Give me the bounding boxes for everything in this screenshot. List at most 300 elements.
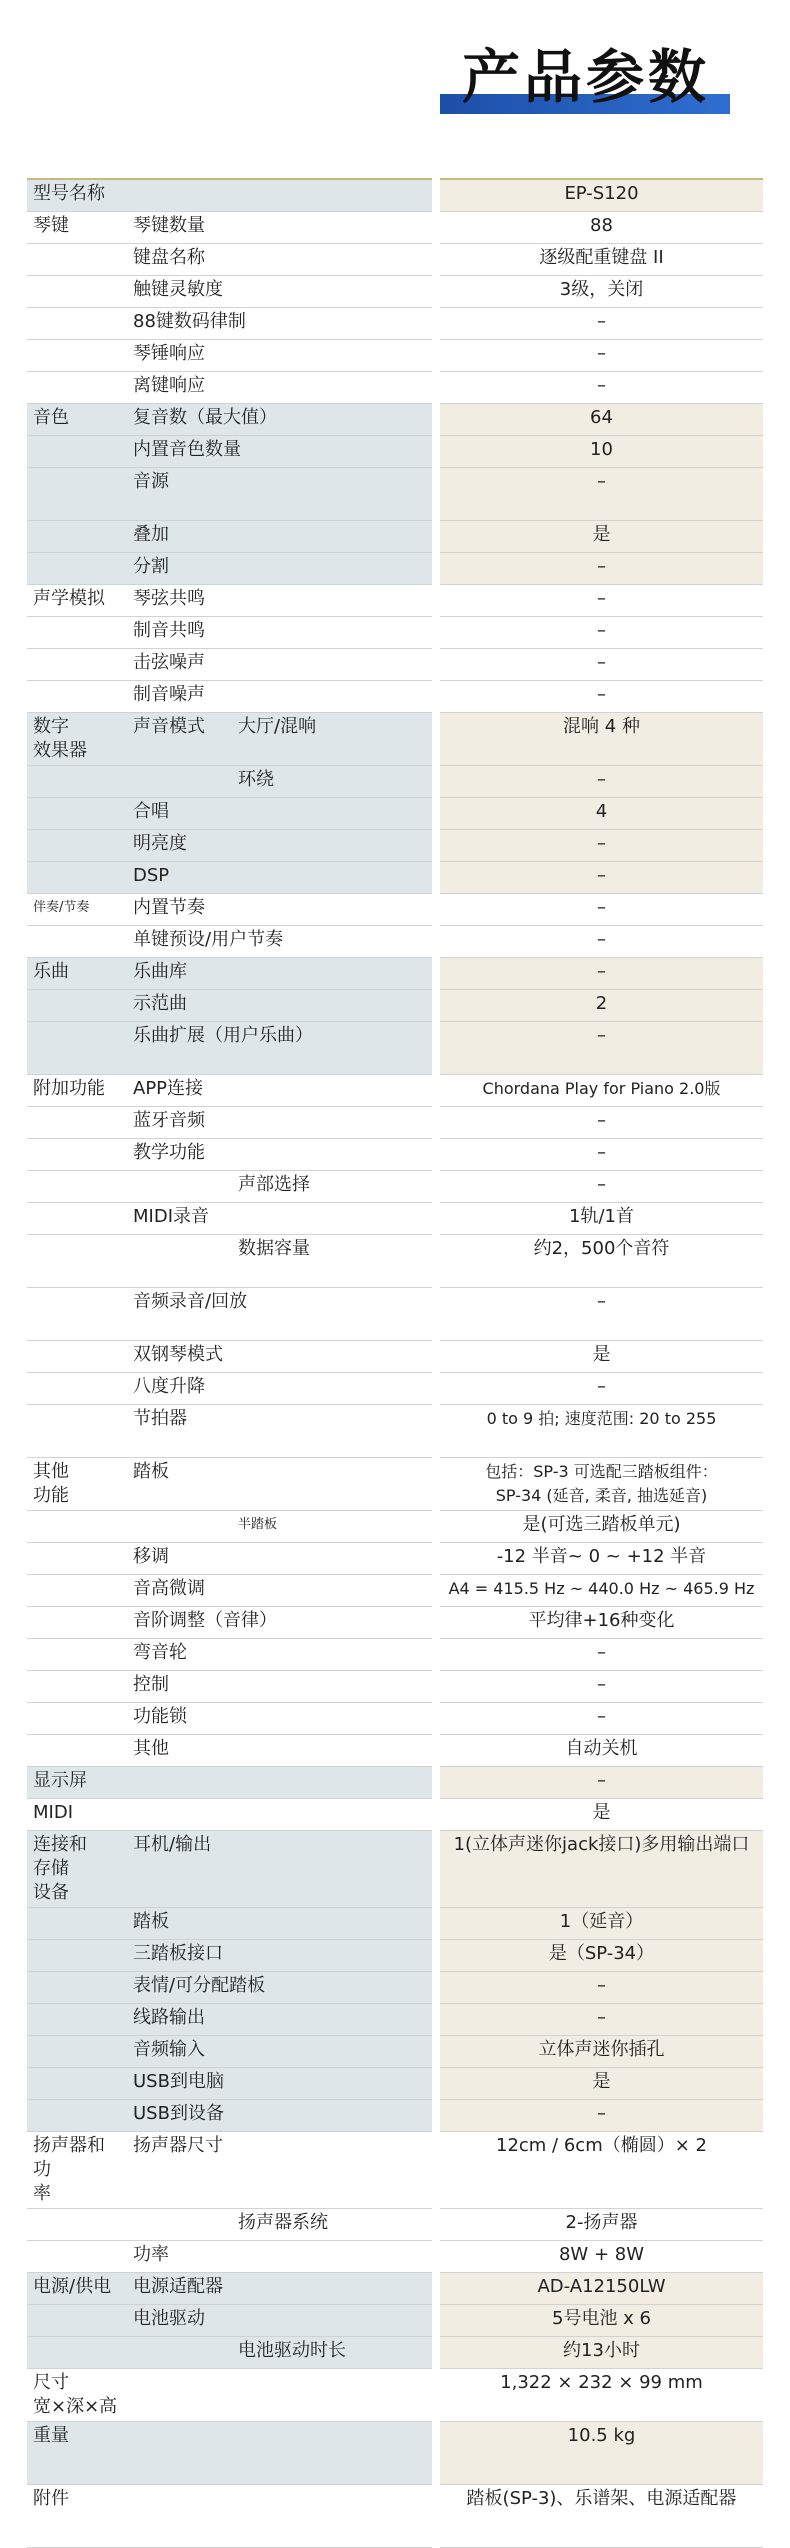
spec-row [27, 212, 763, 244]
spec-value: 踏板(SP-3)、乐谱架、电源适配器 [440, 2485, 763, 2548]
spec-value: – [440, 468, 763, 521]
column-gap [432, 2305, 440, 2337]
spec-row [27, 521, 763, 553]
spec-row [27, 617, 763, 649]
column-gap [432, 1022, 440, 1075]
spec-row [27, 244, 763, 276]
spec-item: 踏板 [127, 1458, 432, 1511]
spec-row [27, 1972, 763, 2004]
spec-row [27, 1022, 763, 1075]
spec-row [27, 1139, 763, 1171]
spec-row [27, 1831, 763, 1908]
spec-value: – [440, 340, 763, 372]
spec-item [127, 1767, 432, 1799]
spec-row [27, 766, 763, 798]
spec-value: 64 [440, 404, 763, 436]
spec-item [127, 2369, 432, 2422]
spec-category [27, 681, 127, 713]
spec-category [27, 2004, 127, 2036]
column-gap [432, 2241, 440, 2273]
spec-category [27, 2241, 127, 2273]
spec-value: – [440, 372, 763, 404]
spec-category [27, 1203, 127, 1235]
spec-item: 音源 [127, 468, 432, 521]
spec-item: 电池驱动 [127, 2305, 432, 2337]
spec-category [27, 1735, 127, 1767]
column-gap [432, 2004, 440, 2036]
column-gap [432, 1639, 440, 1671]
page-title-block [440, 40, 730, 114]
spec-value: – [440, 308, 763, 340]
column-gap [432, 926, 440, 958]
spec-item [127, 1235, 232, 1288]
column-gap [432, 1735, 440, 1767]
spec-row [27, 798, 763, 830]
spec-category: 附件 [27, 2485, 127, 2548]
column-gap [432, 372, 440, 404]
spec-row [27, 1607, 763, 1639]
spec-item [127, 1511, 232, 1543]
spec-row [27, 179, 763, 212]
column-gap [432, 990, 440, 1022]
spec-value: – [440, 1139, 763, 1171]
spec-category [27, 1107, 127, 1139]
spec-category: 附加功能 [27, 1075, 127, 1107]
spec-row [27, 926, 763, 958]
spec-row [27, 340, 763, 372]
spec-item: 节拍器 [127, 1405, 432, 1458]
spec-value: A4 = 415.5 Hz ~ 440.0 Hz ~ 465.9 Hz [440, 1575, 763, 1607]
spec-item: 琴锤响应 [127, 340, 432, 372]
spec-value: – [440, 1288, 763, 1341]
spec-row [27, 585, 763, 617]
spec-row [27, 2209, 763, 2241]
spec-value: 是 [440, 1799, 763, 1831]
spec-row [27, 649, 763, 681]
spec-value: AD-A12150LW [440, 2273, 763, 2305]
spec-category [27, 1908, 127, 1940]
spec-value: 是 [440, 2068, 763, 2100]
spec-item: 移调 [127, 1543, 432, 1575]
column-gap [432, 1940, 440, 1972]
column-gap [432, 553, 440, 585]
spec-subitem: 电池驱动时长 [232, 2337, 432, 2369]
spec-value: 是（SP-34） [440, 1940, 763, 1972]
spec-item: DSP [127, 862, 432, 894]
spec-category [27, 617, 127, 649]
spec-item [127, 2422, 432, 2485]
spec-item: 线路输出 [127, 2004, 432, 2036]
spec-category [27, 436, 127, 468]
column-gap [432, 2422, 440, 2485]
spec-item: 离键响应 [127, 372, 432, 404]
spec-row [27, 2305, 763, 2337]
spec-value: 是 [440, 521, 763, 553]
column-gap [432, 585, 440, 617]
spec-category: 连接和 存储 设备 [27, 1831, 127, 1908]
spec-category [27, 276, 127, 308]
spec-row [27, 1639, 763, 1671]
spec-row [27, 2241, 763, 2273]
spec-item: 乐曲库 [127, 958, 432, 990]
spec-row [27, 276, 763, 308]
spec-value: – [440, 862, 763, 894]
column-gap [432, 1107, 440, 1139]
spec-value: – [440, 1107, 763, 1139]
column-gap [432, 1075, 440, 1107]
column-gap [432, 179, 440, 212]
spec-category [27, 798, 127, 830]
spec-category [27, 1022, 127, 1075]
spec-item: 触键灵敏度 [127, 276, 432, 308]
column-gap [432, 1671, 440, 1703]
column-gap [432, 1373, 440, 1405]
spec-value: – [440, 830, 763, 862]
spec-value: – [440, 1972, 763, 2004]
spec-value: 立体声迷你插孔 [440, 2036, 763, 2068]
spec-value: 包括：SP-3 可选配三踏板组件： SP-34 (延音, 柔音, 抽选延音) [440, 1458, 763, 1511]
column-gap [432, 244, 440, 276]
spec-category [27, 1511, 127, 1543]
column-gap [432, 2209, 440, 2241]
spec-value: -12 半音~ 0 ~ +12 半音 [440, 1543, 763, 1575]
spec-row [27, 404, 763, 436]
column-gap [432, 1405, 440, 1458]
spec-item: 击弦噪声 [127, 649, 432, 681]
spec-category [27, 830, 127, 862]
spec-row [27, 1767, 763, 1799]
spec-value: 2 [440, 990, 763, 1022]
spec-category: 重量 [27, 2422, 127, 2485]
spec-value: – [440, 1171, 763, 1203]
spec-value: – [440, 958, 763, 990]
spec-category [27, 1671, 127, 1703]
column-gap [432, 681, 440, 713]
column-gap [432, 2036, 440, 2068]
spec-value: – [440, 1703, 763, 1735]
spec-row [27, 1203, 763, 1235]
spec-item: 单键预设/用户节奏 [127, 926, 432, 958]
spec-subitem: 环绕 [232, 766, 432, 798]
column-gap [432, 308, 440, 340]
spec-item: 表情/可分配踏板 [127, 1972, 432, 2004]
spec-category: MIDI [27, 1799, 127, 1831]
spec-item: 内置音色数量 [127, 436, 432, 468]
spec-value: 是(可选三踏板单元) [440, 1511, 763, 1543]
spec-subitem: 扬声器系统 [232, 2209, 432, 2241]
column-gap [432, 2337, 440, 2369]
spec-value: – [440, 1767, 763, 1799]
spec-item: 功能锁 [127, 1703, 432, 1735]
spec-category [27, 862, 127, 894]
column-gap [432, 2485, 440, 2548]
spec-value: – [440, 894, 763, 926]
spec-row [27, 2068, 763, 2100]
column-gap [432, 894, 440, 926]
column-gap [432, 1703, 440, 1735]
spec-category [27, 926, 127, 958]
spec-item: 控制 [127, 1671, 432, 1703]
spec-value: 平均律+16种变化 [440, 1607, 763, 1639]
spec-category: 数字 效果器 [27, 713, 127, 766]
spec-value: 1(立体声迷你jack接口)多用输出端口 [440, 1831, 763, 1908]
spec-value: – [440, 585, 763, 617]
spec-category [27, 2337, 127, 2369]
spec-category [27, 521, 127, 553]
spec-row [27, 681, 763, 713]
spec-item: 复音数（最大值） [127, 404, 432, 436]
spec-value: 1（延音） [440, 1908, 763, 1940]
spec-value: 4 [440, 798, 763, 830]
column-gap [432, 1543, 440, 1575]
spec-row [27, 862, 763, 894]
spec-category: 电源/供电 [27, 2273, 127, 2305]
spec-category [27, 1405, 127, 1458]
spec-row [27, 1940, 763, 1972]
spec-item: 乐曲扩展（用户乐曲） [127, 1022, 432, 1075]
spec-value: 8W + 8W [440, 2241, 763, 2273]
spec-category: 乐曲 [27, 958, 127, 990]
column-gap [432, 1575, 440, 1607]
spec-value: 10 [440, 436, 763, 468]
spec-subitem: 半踏板 [232, 1511, 432, 1543]
spec-row [27, 1799, 763, 1831]
spec-item: APP连接 [127, 1075, 432, 1107]
column-gap [432, 2369, 440, 2422]
spec-category: 扬声器和功 率 [27, 2132, 127, 2209]
spec-row [27, 308, 763, 340]
spec-item: 电源适配器 [127, 2273, 432, 2305]
spec-row [27, 1373, 763, 1405]
spec-item: USB到设备 [127, 2100, 432, 2132]
spec-item: 其他 [127, 1735, 432, 1767]
spec-value: – [440, 617, 763, 649]
spec-item: 音频输入 [127, 2036, 432, 2068]
spec-value: – [440, 1671, 763, 1703]
column-gap [432, 1607, 440, 1639]
spec-subitem: 数据容量 [232, 1235, 432, 1288]
spec-row [27, 1671, 763, 1703]
page-title: 产品参数 [462, 43, 711, 111]
spec-item: 音频录音/回放 [127, 1288, 432, 1341]
spec-row [27, 713, 763, 766]
spec-category [27, 1703, 127, 1735]
column-gap [432, 862, 440, 894]
spec-item: 分割 [127, 553, 432, 585]
spec-item [127, 2485, 432, 2548]
spec-value: 5号电池 x 6 [440, 2305, 763, 2337]
spec-row [27, 372, 763, 404]
spec-category [27, 1341, 127, 1373]
spec-row [27, 1703, 763, 1735]
column-gap [432, 1341, 440, 1373]
spec-table [27, 178, 763, 2548]
column-gap [432, 1799, 440, 1831]
spec-value: 0 to 9 拍; 速度范围: 20 to 255 [440, 1405, 763, 1458]
column-gap [432, 2132, 440, 2209]
spec-category [27, 1940, 127, 1972]
spec-row [27, 2369, 763, 2422]
spec-category [27, 1373, 127, 1405]
spec-item: 音阶调整（音律） [127, 1607, 432, 1639]
spec-item [127, 2209, 232, 2241]
spec-category [27, 2036, 127, 2068]
spec-row [27, 553, 763, 585]
spec-row [27, 1543, 763, 1575]
spec-category [27, 1171, 127, 1203]
spec-row [27, 2004, 763, 2036]
spec-item [127, 1171, 232, 1203]
spec-category: 显示屏 [27, 1767, 127, 1799]
column-gap [432, 766, 440, 798]
spec-value: – [440, 2100, 763, 2132]
column-gap [432, 521, 440, 553]
spec-category: 伴奏/节奏 [27, 894, 127, 926]
spec-category [27, 1543, 127, 1575]
column-gap [432, 713, 440, 766]
spec-item: 制音噪声 [127, 681, 432, 713]
spec-row [27, 436, 763, 468]
column-gap [432, 1767, 440, 1799]
spec-category [27, 1639, 127, 1671]
spec-item [127, 1799, 432, 1831]
spec-row [27, 1735, 763, 1767]
spec-item: 扬声器尺寸 [127, 2132, 432, 2209]
spec-row [27, 468, 763, 521]
spec-category [27, 340, 127, 372]
spec-value: – [440, 926, 763, 958]
spec-subitem: 大厅/混响 [232, 713, 432, 766]
spec-item: 合唱 [127, 798, 432, 830]
spec-value: 2-扬声器 [440, 2209, 763, 2241]
spec-value: – [440, 1639, 763, 1671]
spec-row [27, 1171, 763, 1203]
column-gap [432, 1972, 440, 2004]
spec-category [27, 308, 127, 340]
spec-item: 明亮度 [127, 830, 432, 862]
spec-row [27, 958, 763, 990]
spec-row [27, 1511, 763, 1543]
spec-category [27, 2209, 127, 2241]
spec-value: 约13小时 [440, 2337, 763, 2369]
column-gap [432, 1171, 440, 1203]
spec-category [27, 766, 127, 798]
spec-category [27, 990, 127, 1022]
column-gap [432, 617, 440, 649]
spec-item: 教学功能 [127, 1139, 432, 1171]
column-gap [432, 1831, 440, 1908]
spec-category [27, 2100, 127, 2132]
column-gap [432, 468, 440, 521]
spec-row [27, 1341, 763, 1373]
spec-item: 弯音轮 [127, 1639, 432, 1671]
spec-value: 约2，500个音符 [440, 1235, 763, 1288]
spec-item: 声音模式 [127, 713, 232, 766]
column-gap [432, 212, 440, 244]
column-gap [432, 404, 440, 436]
spec-value: 12cm / 6cm（椭圆）× 2 [440, 2132, 763, 2209]
spec-value: 1轨/1首 [440, 1203, 763, 1235]
spec-row [27, 1458, 763, 1511]
spec-item: 琴键数量 [127, 212, 432, 244]
spec-item: 踏板 [127, 1908, 432, 1940]
spec-row [27, 2132, 763, 2209]
spec-category [27, 1972, 127, 2004]
spec-row [27, 2485, 763, 2548]
spec-value: – [440, 1022, 763, 1075]
column-gap [432, 2068, 440, 2100]
spec-item: 叠加 [127, 521, 432, 553]
spec-row [27, 894, 763, 926]
column-gap [432, 649, 440, 681]
spec-category: 琴键 [27, 212, 127, 244]
spec-category [27, 244, 127, 276]
spec-value: – [440, 2004, 763, 2036]
spec-item: 示范曲 [127, 990, 432, 1022]
spec-row [27, 1288, 763, 1341]
spec-value: 1,322 × 232 × 99 mm [440, 2369, 763, 2422]
spec-item: 键盘名称 [127, 244, 432, 276]
column-gap [432, 1458, 440, 1511]
spec-value: 10.5 kg [440, 2422, 763, 2485]
spec-category: 型号名称 [27, 179, 127, 212]
spec-value: EP-S120 [440, 179, 763, 212]
column-gap [432, 830, 440, 862]
column-gap [432, 1908, 440, 1940]
column-gap [432, 340, 440, 372]
spec-item: 琴弦共鸣 [127, 585, 432, 617]
column-gap [432, 1139, 440, 1171]
spec-row [27, 1405, 763, 1458]
spec-value: 是 [440, 1341, 763, 1373]
spec-row [27, 2422, 763, 2485]
spec-category [27, 1139, 127, 1171]
column-gap [432, 276, 440, 308]
column-gap [432, 798, 440, 830]
spec-item: 功率 [127, 2241, 432, 2273]
spec-category: 尺寸 宽×深×高 [27, 2369, 127, 2422]
spec-value: – [440, 681, 763, 713]
spec-value: – [440, 766, 763, 798]
spec-item: 八度升降 [127, 1373, 432, 1405]
spec-row [27, 1908, 763, 1940]
spec-item: 内置节奏 [127, 894, 432, 926]
spec-subitem: 声部选择 [232, 1171, 432, 1203]
spec-category [27, 2068, 127, 2100]
spec-row [27, 1075, 763, 1107]
spec-row [27, 2100, 763, 2132]
column-gap [432, 436, 440, 468]
spec-category: 声学模拟 [27, 585, 127, 617]
spec-row [27, 830, 763, 862]
spec-value: 88 [440, 212, 763, 244]
spec-item: USB到电脑 [127, 2068, 432, 2100]
spec-row [27, 2273, 763, 2305]
spec-category [27, 1575, 127, 1607]
spec-row [27, 1107, 763, 1139]
spec-category [27, 2305, 127, 2337]
spec-item: 制音共鸣 [127, 617, 432, 649]
spec-category [27, 649, 127, 681]
spec-value: – [440, 553, 763, 585]
spec-item [127, 179, 432, 212]
column-gap [432, 2100, 440, 2132]
spec-item: MIDI录音 [127, 1203, 432, 1235]
column-gap [432, 958, 440, 990]
spec-value: – [440, 1373, 763, 1405]
column-gap [432, 1511, 440, 1543]
spec-value: 自动关机 [440, 1735, 763, 1767]
